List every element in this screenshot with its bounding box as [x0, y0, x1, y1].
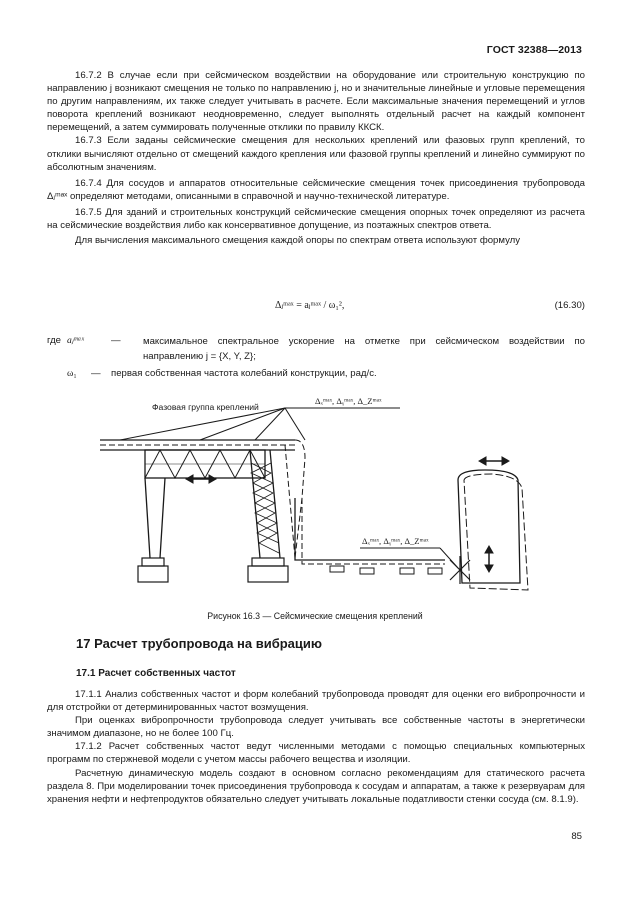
- paragraph-16-7-3: 16.7.3 Если заданы сейсмические смещения для нескольких креплений или фазовых групп креплений, то отклики вычисляют отдельно от смещений каждого крепления или фазовой группы креплений и линейно суммируют по абсолютным значениям.: [47, 135, 585, 173]
- paragraph-17-1-1: 17.1.1 Анализ собственных частот и форм колебаний трубопровода проводят для оценки его вибропрочности и для отстройки от детерминированных частот возмущения.: [47, 689, 585, 714]
- where-symbol-a: aⱼᵐᵃˣ: [67, 335, 85, 346]
- paragraph-dynamic-model: Расчетную динамическую модель создают в основном согласно рекомендациям для статического расчета раздела 8. При моделировании точек присоединения трубопровода к сосудам и аппаратам, а также к резервуарам для хранения нефти и нефтепродуктов обязательно следует учитывать локальные податливости стенки сосуда (см. 8.1.9).: [47, 767, 585, 805]
- paragraph-16-7-4: 16.7.4 Для сосудов и аппаратов относительные сейсмические смещения точек присоединения трубопровода Δⱼᵐᵃˣ определяют методами, описанными в справочной и научно-технической литературе.: [47, 177, 585, 202]
- where-symbol-omega: ω₁: [67, 368, 77, 379]
- where-row-omega: [47, 367, 585, 381]
- figure-seismic-displacements: [90, 388, 540, 600]
- where-block: [47, 334, 585, 381]
- doc-header: ГОСТ 32388—2013: [486, 44, 582, 56]
- formula-expression: Δⱼᵐᵃˣ = aⱼᵐᵃˣ / ω₁²,: [275, 300, 345, 311]
- where-row-spacer: [47, 348, 585, 367]
- where-dash-omega: —: [91, 368, 101, 379]
- where-row-a: [47, 334, 585, 362]
- where-text-omega: первая собственная частота колебаний конструкции, рад/с.: [111, 368, 377, 379]
- paragraph-vibro: При оценках вибропрочности трубопровода следует учитывать все собственные частоты в энергетически значимом диапазоне, но не более 100 Гц.: [47, 715, 585, 740]
- paragraph-16-7-5: 16.7.5 Для зданий и строительных конструкций сейсмические смещения опорных точек определяют из расчета на сейсмические воздействия либо как консервативное допущение, из поэтажных спектров ответа.: [47, 206, 585, 232]
- section-title: 17 Расчет трубопровода на вибрацию: [76, 636, 322, 651]
- formula-16-30: [47, 300, 585, 318]
- paragraph-formula-intro: Для вычисления максимального смещения каждой опоры по спектрам ответа используют формулу: [75, 235, 521, 247]
- label-deltas-bottom: Δₓᵐᵃˣ, Δᵧᵐᵃˣ, Δ_Zᵐᵃˣ: [362, 536, 429, 546]
- label-phase-group: Фазовая группа креплений: [152, 402, 259, 412]
- where-dash-a: —: [111, 335, 121, 346]
- body-text-top: [47, 69, 585, 247]
- paragraph-16-7-2: 16.7.2 В случае если при сейсмическом воздействии на оборудование или строительную конструкцию по направлению j возникают смещения не только по направлению j, но и значительные линейные и угловые перемещения по другим направлениям, их также следует учитывать в расчете. Если максимальные значения перемещений и углов поворота креплений возникают неодновременно, следует выполнять отдельный расчет на каждый компонент перемещений, а затем суммировать полученные отклики по правилу ККСК.: [47, 70, 585, 134]
- paragraph-17-1-2: 17.1.2 Расчет собственных частот ведут численными методами с помощью специальных компьютерных программ по стержневой модели с учетом массы рабочего вещества и изоляции.: [47, 741, 585, 766]
- formula-number: (16.30): [554, 300, 585, 311]
- body-text-bottom: [47, 688, 585, 806]
- figure-caption: Рисунок 16.3 — Сейсмические смещения креплений: [207, 611, 423, 621]
- where-text-a: максимальное спектральное ускорение на отметке при сейсмическом воздействии по направлению j = {X, Y, Z};: [143, 336, 585, 362]
- where-lead: где: [47, 335, 62, 346]
- subsection-title: 17.1 Расчет собственных частот: [76, 668, 236, 679]
- page-number: 85: [571, 831, 582, 842]
- label-deltas-top: Δₓᵐᵃˣ, Δᵧᵐᵃˣ, Δ_Zᵐᵃˣ: [315, 396, 382, 406]
